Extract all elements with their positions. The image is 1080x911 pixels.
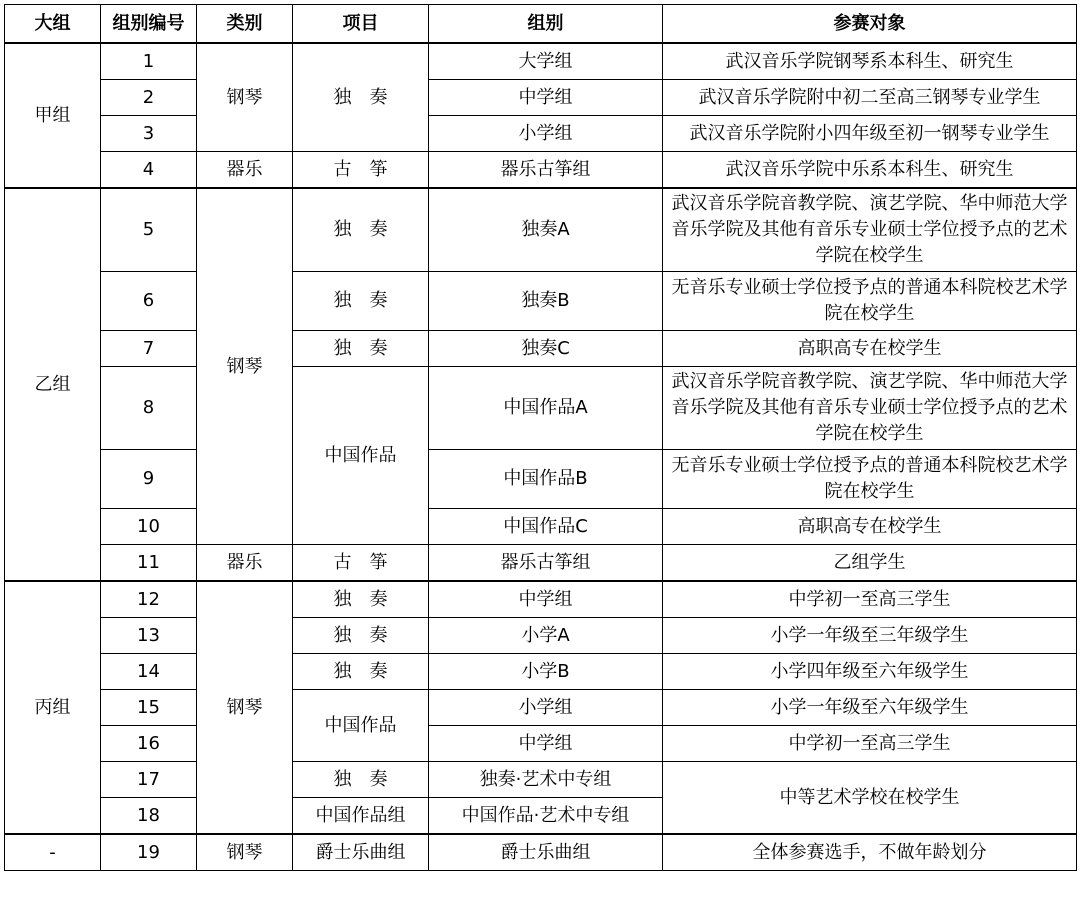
category-cell: 钢琴 (197, 188, 293, 545)
group-number-cell: 18 (101, 798, 197, 835)
participants-cell: 小学一年级至三年级学生 (663, 618, 1077, 654)
group-number-cell: 11 (101, 545, 197, 582)
group-number-cell: 9 (101, 450, 197, 509)
group-number-cell: 19 (101, 834, 197, 871)
item-cell: 独 奏 (293, 762, 429, 798)
header-division: 组别 (429, 5, 663, 44)
division-cell: 大学组 (429, 43, 663, 80)
group-number-cell: 1 (101, 43, 197, 80)
group-number-cell: 16 (101, 726, 197, 762)
division-cell: 中国作品C (429, 509, 663, 545)
item-cell: 独 奏 (293, 43, 429, 152)
participants-cell: 小学一年级至六年级学生 (663, 690, 1077, 726)
participants-cell: 武汉音乐学院中乐系本科生、研究生 (663, 152, 1077, 189)
category-cell: 器乐 (197, 545, 293, 582)
division-cell: 小学A (429, 618, 663, 654)
group-number-cell: 4 (101, 152, 197, 189)
group-number-cell: 8 (101, 367, 197, 450)
division-cell: 中学组 (429, 80, 663, 116)
category-cell: 钢琴 (197, 834, 293, 871)
group-number-cell: 12 (101, 581, 197, 618)
division-cell: 独奏C (429, 331, 663, 367)
table-row (5, 762, 1077, 798)
participants-cell: 武汉音乐学院附中初二至高三钢琴专业学生 (663, 80, 1077, 116)
participants-cell: 乙组学生 (663, 545, 1077, 582)
participants-cell: 无音乐专业硕士学位授予点的普通本科院校艺术学院在校学生 (663, 450, 1077, 509)
major-group-cell: 乙组 (5, 188, 101, 581)
table-row (5, 43, 1077, 80)
item-cell: 中国作品 (293, 367, 429, 545)
table-row (5, 367, 1077, 450)
division-cell: 中国作品A (429, 367, 663, 450)
item-cell: 独 奏 (293, 331, 429, 367)
major-group-cell: 甲组 (5, 43, 101, 188)
table-row (5, 545, 1077, 582)
table-row (5, 116, 1077, 152)
category-cell: 钢琴 (197, 581, 293, 834)
group-number-cell: 14 (101, 654, 197, 690)
division-cell: 器乐古筝组 (429, 152, 663, 189)
table-row (5, 509, 1077, 545)
group-number-cell: 6 (101, 272, 197, 331)
major-group-cell: - (5, 834, 101, 871)
participants-cell: 中学初一至高三学生 (663, 726, 1077, 762)
participants-cell: 武汉音乐学院钢琴系本科生、研究生 (663, 43, 1077, 80)
participants-cell: 武汉音乐学院音教学院、演艺学院、华中师范大学音乐学院及其他有音乐专业硕士学位授予点的艺术学院在校学生 (663, 188, 1077, 272)
item-cell: 独 奏 (293, 618, 429, 654)
table-row (5, 188, 1077, 272)
division-cell: 器乐古筝组 (429, 545, 663, 582)
group-number-cell: 10 (101, 509, 197, 545)
participants-cell: 中学初一至高三学生 (663, 581, 1077, 618)
item-cell: 独 奏 (293, 188, 429, 272)
item-cell: 独 奏 (293, 581, 429, 618)
item-cell: 爵士乐曲组 (293, 834, 429, 871)
table-row (5, 581, 1077, 618)
division-cell: 独奏B (429, 272, 663, 331)
group-number-cell: 13 (101, 618, 197, 654)
division-cell: 小学组 (429, 690, 663, 726)
division-cell: 中国作品·艺术中专组 (429, 798, 663, 835)
category-cell: 钢琴 (197, 43, 293, 152)
table-row (5, 834, 1077, 871)
division-cell: 小学B (429, 654, 663, 690)
item-cell: 独 奏 (293, 654, 429, 690)
item-cell: 中国作品组 (293, 798, 429, 835)
participants-cell: 无音乐专业硕士学位授予点的普通本科院校艺术学院在校学生 (663, 272, 1077, 331)
item-cell: 古 筝 (293, 152, 429, 189)
category-cell: 器乐 (197, 152, 293, 189)
division-cell: 爵士乐曲组 (429, 834, 663, 871)
table-row (5, 272, 1077, 331)
header-category: 类别 (197, 5, 293, 44)
item-cell: 古 筝 (293, 545, 429, 582)
group-number-cell: 17 (101, 762, 197, 798)
participants-cell: 武汉音乐学院附小四年级至初一钢琴专业学生 (663, 116, 1077, 152)
division-cell: 独奏·艺术中专组 (429, 762, 663, 798)
participants-cell: 小学四年级至六年级学生 (663, 654, 1077, 690)
item-cell: 独 奏 (293, 272, 429, 331)
table-row (5, 654, 1077, 690)
group-number-cell: 2 (101, 80, 197, 116)
header-major-group: 大组 (5, 5, 101, 44)
table-row (5, 690, 1077, 726)
item-cell: 中国作品 (293, 690, 429, 762)
table-row (5, 152, 1077, 189)
group-number-cell: 15 (101, 690, 197, 726)
header-row (5, 5, 1077, 44)
table-row (5, 450, 1077, 509)
division-cell: 独奏A (429, 188, 663, 272)
division-cell: 小学组 (429, 116, 663, 152)
participants-cell: 全体参赛选手，不做年龄划分 (663, 834, 1077, 871)
participants-cell: 高职高专在校学生 (663, 331, 1077, 367)
header-item: 项目 (293, 5, 429, 44)
group-number-cell: 7 (101, 331, 197, 367)
header-group-number: 组别编号 (101, 5, 197, 44)
major-group-cell: 丙组 (5, 581, 101, 834)
division-cell: 中学组 (429, 581, 663, 618)
group-number-cell: 3 (101, 116, 197, 152)
division-cell: 中国作品B (429, 450, 663, 509)
group-number-cell: 5 (101, 188, 197, 272)
table-row (5, 726, 1077, 762)
header-participants: 参赛对象 (663, 5, 1077, 44)
participants-cell: 武汉音乐学院音教学院、演艺学院、华中师范大学音乐学院及其他有音乐专业硕士学位授予点的艺术学院在校学生 (663, 367, 1077, 450)
table-row (5, 618, 1077, 654)
competition-groups-table (4, 4, 1077, 871)
participants-cell: 中等艺术学校在校学生 (663, 762, 1077, 835)
table-row (5, 331, 1077, 367)
division-cell: 中学组 (429, 726, 663, 762)
participants-cell: 高职高专在校学生 (663, 509, 1077, 545)
table-row (5, 80, 1077, 116)
